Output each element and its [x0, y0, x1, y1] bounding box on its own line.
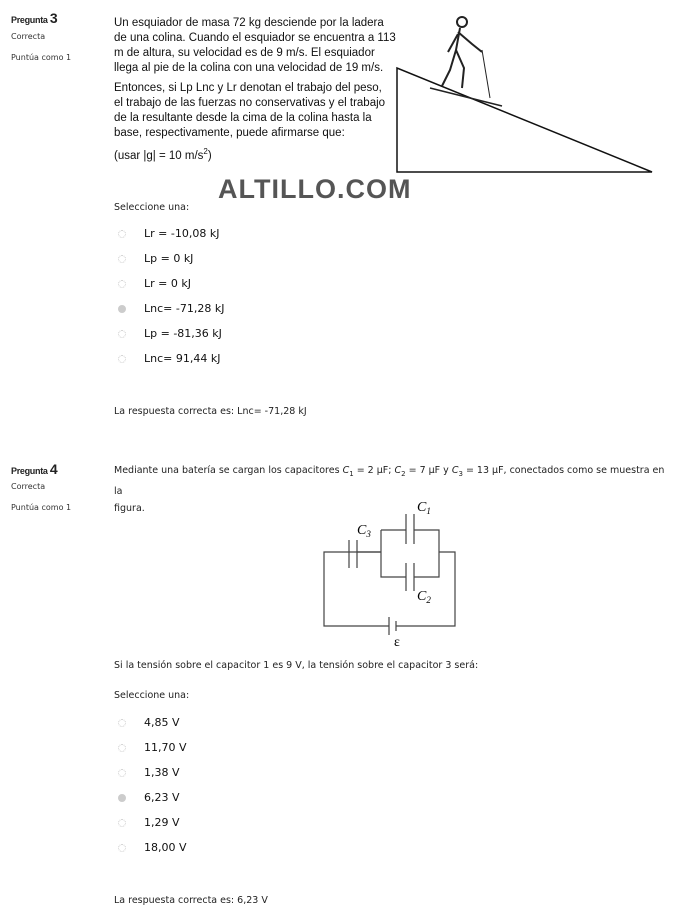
option-3[interactable] [118, 271, 224, 296]
text: = 2 μF; [353, 465, 395, 476]
option-label: 18,00 V [144, 841, 187, 854]
circuit-diagram [300, 490, 480, 650]
label-c1: $C_1$ [417, 500, 431, 516]
question-score: Puntúa como 1 [11, 53, 72, 62]
skier-slope-figure [390, 0, 660, 180]
text-line: de una colina. Cuando el esquiador se encuentra a 113 [114, 32, 396, 44]
question-status: Correcta [11, 32, 46, 41]
question-text [114, 16, 396, 164]
sub: 1 [349, 469, 354, 478]
option-3[interactable] [118, 760, 187, 785]
skier-icon [430, 17, 502, 106]
question-3-label [11, 10, 57, 26]
option-1[interactable] [118, 221, 224, 246]
text: figura. [114, 502, 145, 514]
option-4[interactable] [118, 785, 187, 810]
label-c3: $C_3$ [357, 523, 371, 539]
select-prompt: Seleccione una: [114, 690, 190, 701]
var: C [342, 465, 350, 476]
question-prompt: Si la tensión sobre el capacitor 1 es 9 V, la tensión sobre el capacitor 3 será: [114, 660, 479, 671]
option-label: Lr = 0 kJ [144, 277, 191, 290]
radio-button[interactable] [118, 330, 126, 338]
question-number: 4 [49, 461, 58, 477]
option-label: Lnc= 91,44 kJ [144, 352, 221, 365]
option-label: 11,70 V [144, 741, 187, 754]
correct-answer: La respuesta correcta es: Lnc= -71,28 kJ [114, 406, 307, 417]
sub: 3 [458, 469, 463, 478]
question-prefix: Pregunta [11, 15, 48, 25]
options-list [118, 710, 187, 860]
sub: 2 [401, 469, 406, 478]
radio-button[interactable] [118, 355, 126, 363]
radio-button[interactable] [118, 769, 126, 777]
select-prompt: Seleccione una: [114, 202, 190, 213]
paren: ) [207, 149, 212, 162]
text-line: llega al pie de la colina con una velocidad de 19 m/s. [114, 62, 384, 74]
correct-answer: La respuesta correcta es: 6,23 V [114, 895, 268, 906]
text-line: Entonces, si Lp Lnc y Lr denotan el trabajo del peso, [114, 82, 382, 94]
radio-button[interactable] [118, 280, 126, 288]
label-emf: ε [394, 635, 400, 650]
option-label: Lp = -81,36 kJ [144, 327, 222, 340]
option-label: Lnc= -71,28 kJ [144, 302, 225, 315]
capacitor-c1 [406, 514, 426, 544]
option-6[interactable] [118, 835, 187, 860]
question-4-label [11, 461, 57, 477]
battery-icon [389, 617, 396, 635]
option-5[interactable] [118, 321, 224, 346]
radio-button[interactable] [118, 819, 126, 827]
radio-button[interactable] [118, 744, 126, 752]
radio-button[interactable] [118, 305, 126, 313]
question-number: 3 [49, 10, 58, 26]
text: = 7 μF y [405, 465, 452, 476]
text-line: base, respectivamente, puede afirmarse que: [114, 127, 345, 139]
gravity-text: (usar |g| = 10 m/s [114, 149, 204, 162]
question-prefix: Pregunta [11, 466, 48, 476]
option-label: 4,85 V [144, 716, 180, 729]
radio-button[interactable] [118, 794, 126, 802]
option-2[interactable] [118, 735, 187, 760]
text: = 13 μF, conectados como se muestra en la [114, 465, 665, 497]
capacitor-c2 [406, 563, 426, 591]
gravity-note [114, 144, 396, 164]
text-line: el trabajo de las fuerzas no conservativas y el trabajo [114, 97, 386, 109]
text-line: de la resultante desde la cima de la colina hasta la [114, 112, 372, 124]
radio-button[interactable] [118, 230, 126, 238]
text-line: Un esquiador de masa 72 kg desciende por la ladera [114, 17, 384, 29]
option-label: Lp = 0 kJ [144, 252, 194, 265]
capacitor-c3 [349, 540, 357, 568]
text-line: m de altura, su velocidad es de 9 m/s. El esquiador [114, 47, 375, 59]
option-label: 6,23 V [144, 791, 180, 804]
radio-button[interactable] [118, 844, 126, 852]
option-4[interactable] [118, 296, 224, 321]
option-label: Lr = -10,08 kJ [144, 227, 220, 240]
option-label: 1,29 V [144, 816, 180, 829]
radio-button[interactable] [118, 719, 126, 727]
watermark: ALTILLO.COM [218, 174, 412, 204]
option-2[interactable] [118, 246, 224, 271]
label-c2: $C_2$ [417, 589, 431, 605]
option-6[interactable] [118, 346, 224, 371]
radio-button[interactable] [118, 255, 126, 263]
option-5[interactable] [118, 810, 187, 835]
var: C [451, 465, 459, 476]
question-score: Puntúa como 1 [11, 503, 72, 512]
var: C [394, 465, 402, 476]
text: Mediante una batería se cargan los capacitores [114, 465, 343, 476]
exponent: 2 [203, 147, 208, 156]
question-status: Correcta [11, 482, 46, 491]
options-list [118, 221, 224, 371]
option-1[interactable] [118, 710, 187, 735]
option-label: 1,38 V [144, 766, 180, 779]
